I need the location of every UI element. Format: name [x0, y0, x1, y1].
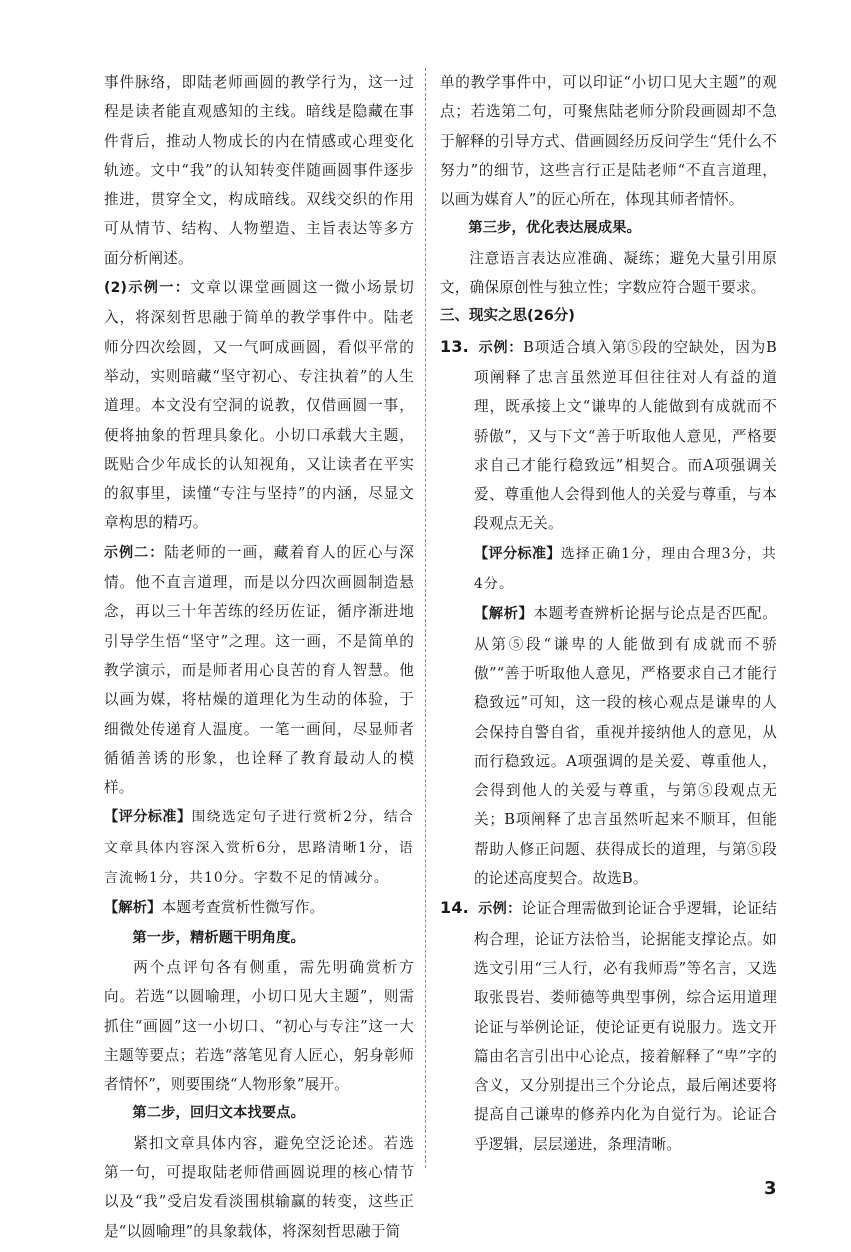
step-heading: 第三步，优化表达展成果。 — [468, 220, 642, 237]
answer-text: 论证合理需做到论证合乎逻辑，论证结构合理，论证方法恰当，论据能支撑论点。如选文引用“三人行，必有我师焉”等名言，又选取张畏岩、娄师德等典型事例，综合运用道理论证与举例论证，使论证更有说服力。选文开篇由名言引出中心论点，接着解释了“卑”字的含义，又分别提出三个分论点，最后阐述要将提高自己谦卑的修养内化为自觉行为。论证合乎逻辑，层层递进，条理清晰。 — [474, 900, 777, 1153]
question-14 — [440, 893, 777, 1159]
paragraph — [104, 802, 414, 893]
example-label: 示例： — [478, 339, 524, 356]
scoring-label: 【评分标准】 — [474, 545, 561, 562]
example-label: 示例： — [478, 901, 522, 918]
scoring-text: 选择正确1分，理由合理3分，共4分。 — [474, 545, 777, 593]
paragraph — [104, 538, 414, 803]
paragraph: 两个点评句各有侧重，需先明确赏析方向。若选“以圆喻理，小切口见大主题”，则需抓住“画圆”这一小切口、“初心与专注”这一大主题等要点；若选“落笔见育人匠心，躬身彰师者情怀”，则要围绕“人物形象”展开。 — [104, 958, 414, 1094]
page-number: 3 — [764, 1178, 777, 1199]
column-divider — [425, 68, 426, 1168]
paragraph — [440, 893, 777, 1159]
analysis-label: 【解析】 — [474, 606, 534, 623]
paragraph — [474, 599, 777, 893]
scoring-text: 围绕选定句子进行赏析2分，结合文章具体内容深入赏析6分，思路清晰1分，语言流畅1分，共10分。字数不足的情减分。 — [104, 809, 415, 887]
question-13 — [440, 332, 777, 894]
example-text: 陆老师的一画，藏着育人的匠心与深情。他不直言道理，而是以分四次画圆制造悬念，再以三十年苦练的经历佐证，循序渐进地引导学生悟“坚守”之理。这一画，不是简单的教学演示，而是师者用心良苦的育人智慧。他以画为媒，将枯燥的道理化为生动的体验，于细微处传递育人温度。一笔一画间，尽显师者循循善诱的形象，也诠释了教育最动人的模样。 — [104, 543, 414, 797]
answer-text: B项适合填入第⑤段的空缺处，因为B项阐释了忠言虽然逆耳但往往对人有益的道理，既承接上文“谦卑的人能做到有成就而不骄傲”，又与下文“善于听取他人意见，严格要求自己才能行稳致远”相契合。而A项强调关爱、尊重他人会得到他人的关爱与尊重，与本段观点无关。 — [474, 338, 777, 533]
question-number: 13. — [440, 336, 469, 356]
example-label: 示例二： — [104, 544, 165, 561]
analysis-label: 【解析】 — [104, 900, 162, 917]
analysis-text: 本题考查赏析性微写作。 — [161, 899, 325, 917]
paragraph: 单的教学事件中，可以印证“小切口见大主题”的观点；若选第二句，可聚焦陆老师分阶段画圆却不急于解释的引导方式、借画圆经历反问学生“凭什么不努力”的细节，这些言行正是陆老师“不直言道理，以画为媒育人”的匠心所在，体现其师者情怀。 — [440, 74, 777, 209]
analysis-text: 本题考查辨析论据与论点是否匹配。从第⑤段“谦卑的人能做到有成就而不骄傲”“善于听取他人意见，严格要求自己才能行稳致远”可知，这一段的核心观点是谦卑的人会保持自警自省，重视并接纳他人的意见，从而行稳致远。A项强调的是关爱、尊重他人，会得到他人的关爱与尊重，与第⑤段观点无关；B项阐释了忠言虽然听起来不顺耳，但能帮助人修正问题、获得成长的道理，与第⑤段的论述高度契合。故选B。 — [474, 605, 777, 888]
step-heading: 第二步，回归文本找要点。 — [132, 1105, 306, 1122]
right-column — [440, 68, 777, 1159]
paragraph — [104, 273, 414, 538]
paragraph: 事件脉络，即陆老师画圆的教学行为，这一过程是读者能直观感知的主线。暗线是隐藏在事件背后，推动人物成长的内在情感或心理变化轨迹。文中“我”的认知转变伴随画圆事件逐步推进，贯穿全文，构成暗线。双线交织的作用可从情节、结构、人物塑造、主旨表达等多方面分析阐述。 — [104, 74, 414, 267]
paragraph: 紧扣文章具体内容，避免空泛论述。若选第一句，可提取陆老师借画圆说理的核心情节以及“我”受启发看淡围棋输赢的转变，这些正是“以圆喻理”的具象载体，将深刻哲思融于简 — [104, 1134, 414, 1240]
paragraph — [440, 332, 777, 539]
step-heading: 第一步，精析题干明角度。 — [132, 929, 306, 946]
paragraph — [474, 539, 777, 600]
question-number: 14. — [440, 898, 469, 918]
scoring-label: 【评分标准】 — [104, 809, 192, 826]
example-label: (2)示例一： — [104, 280, 191, 297]
left-column — [104, 68, 414, 1246]
section-heading: 三、现实之思(26分) — [440, 308, 575, 325]
paragraph: 注意语言表达应准确、凝练；避免大量引用原文，确保原创性与独立性；字数应符合题干要求。 — [440, 249, 777, 297]
paragraph — [104, 893, 414, 923]
example-text: 文章以课堂画圆这一微小场景切入，将深刻哲思融于简单的教学事件中。陆老师分四次绘圆，又一气呵成画圆，看似平常的举动，实则暗藏“坚守初心、专注执着”的人生道理。本文没有空洞的说教，仅借画圆一事，便将抽象的哲理具象化。小切口承载大主题，既贴合少年成长的认知视角，又让读者在平实的叙事里，读懂“专注与坚持”的内涵，尽显文章构思的精巧。 — [104, 279, 414, 532]
